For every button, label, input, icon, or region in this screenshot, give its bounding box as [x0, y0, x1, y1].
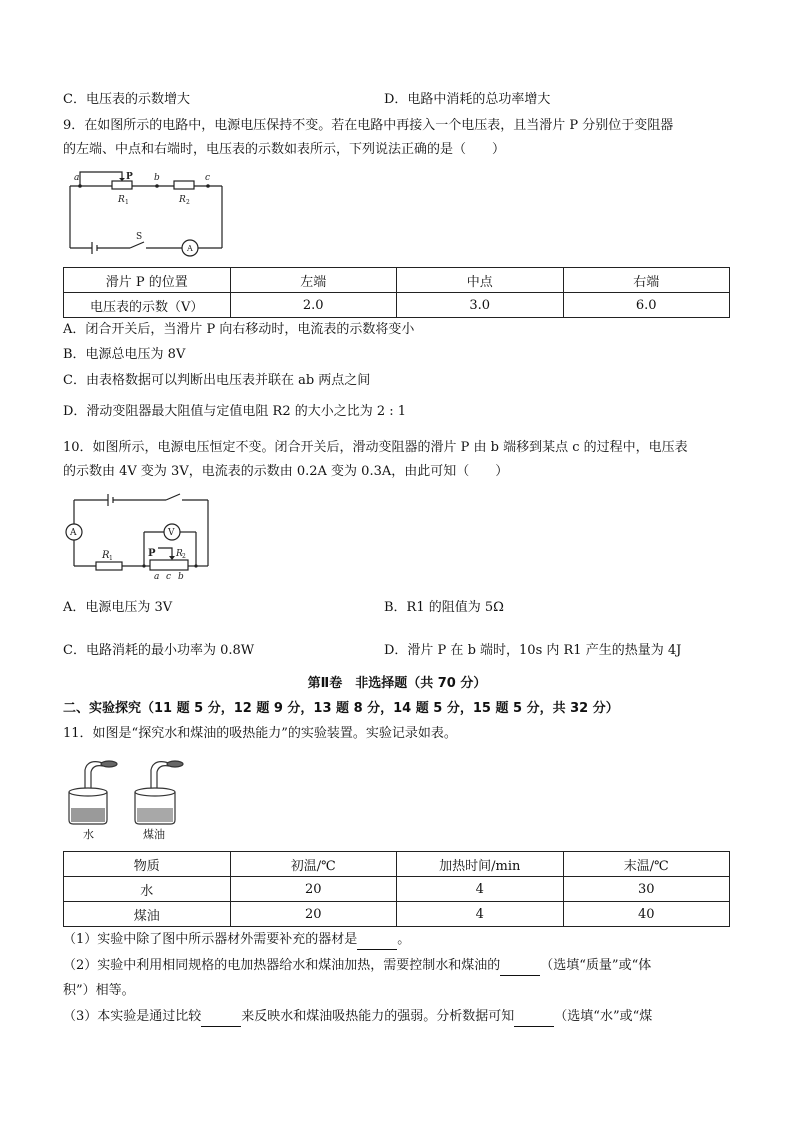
q11-part1-end: 。	[397, 932, 411, 947]
q10-label-r1-sub: 1	[109, 555, 113, 562]
q11-part3-choice: （选填“水”或“煤	[554, 1009, 653, 1024]
q9-label-r2: R	[179, 195, 186, 205]
q9-option-b: B．电源总电压为 8V	[63, 347, 186, 362]
q10-option-c: C．电路消耗的最小功率为 0.8W	[63, 643, 255, 658]
table-cell: 2.0	[230, 293, 397, 318]
q10-label-b: b	[178, 572, 184, 580]
q10-option-d: D．滑片 P 在 b 端时，10s 内 R1 产生的热量为 4J	[384, 643, 682, 658]
answer-blank[interactable]	[514, 1012, 554, 1027]
q9-label-switch: S	[136, 232, 143, 242]
table-row	[64, 852, 730, 877]
q10-circuit-diagram	[62, 490, 214, 580]
q10-stem-line1: 10．如图所示，电源电压恒定不变。闭合开关后，滑动变阻器的滑片 P 由 b 端移到某点 c 的过程中，电压表	[63, 440, 688, 455]
q11-label-kerosene: 煤油	[143, 828, 165, 841]
answer-blank[interactable]	[500, 961, 540, 976]
table-cell: 6.0	[563, 293, 730, 318]
q9-option-a: A．闭合开关后，当滑片 P 向右移动时，电流表的示数将变小	[63, 322, 415, 337]
table-cell: 右端	[563, 268, 730, 293]
answer-blank[interactable]	[357, 935, 397, 950]
table-cell: 4	[397, 902, 564, 927]
q9-ammeter-label: A	[187, 244, 193, 253]
q11-part3-mid: 来反映水和煤油吸热能力的强弱。分析数据可知	[241, 1009, 515, 1024]
q11-apparatus-figure	[63, 752, 203, 842]
q9-stem-line2: 的左端、中点和右端时，电压表的示数如表所示，下列说法正确的是（ ）	[63, 142, 506, 157]
table-row	[64, 902, 730, 927]
table-cell: 3.0	[397, 293, 564, 318]
q9-option-c: C．由表格数据可以判断出电压表并联在 ab 两点之间	[63, 373, 371, 388]
q9-stem-line1: 9．在如图所示的电路中，电源电压保持不变。若在电路中再接入一个电压表，且当滑片 P 分别位于变阻器	[63, 118, 674, 133]
table-cell: 物质	[64, 852, 231, 877]
q9-label-a: a	[74, 173, 80, 183]
table-cell: 煤油	[64, 902, 231, 927]
q9-label-p: P	[126, 172, 133, 182]
q11-part2	[63, 956, 651, 976]
table-cell: 20	[230, 877, 397, 902]
table-cell: 电压表的示数（V）	[64, 293, 231, 318]
q11-stem: 11．如图是“探究水和煤油的吸热能力”的实验装置。实验记录如表。	[63, 726, 457, 741]
q9-label-b: b	[154, 173, 160, 183]
q9-label-r1-sub: 1	[125, 199, 129, 206]
q10-label-r2-sub: 2	[182, 553, 186, 560]
q9-voltage-table	[63, 267, 730, 318]
q9-label-c: c	[205, 173, 211, 183]
table-cell: 左端	[230, 268, 397, 293]
q11-part2-cont: 积”）相等。	[63, 983, 135, 998]
q9-option-d: D．滑动变阻器最大阻值与定值电阻 R2 的大小之比为 2 : 1	[63, 404, 407, 419]
q10-option-b: B．R1 的阻值为 5Ω	[384, 600, 504, 615]
table-cell: 30	[563, 877, 730, 902]
q8-option-c: C．电压表的示数增大	[63, 92, 190, 107]
q10-label-p: P	[148, 548, 156, 559]
q9-label-r1: R	[118, 195, 125, 205]
table-cell: 水	[64, 877, 231, 902]
q10-label-r1: R	[102, 550, 110, 561]
table-cell: 加热时间/min	[397, 852, 564, 877]
table-cell: 4	[397, 877, 564, 902]
table-cell: 20	[230, 902, 397, 927]
q11-data-table	[63, 851, 730, 927]
q10-voltmeter-label: V	[168, 528, 175, 538]
q11-part2-choice: （选填“质量”或“体	[540, 958, 652, 973]
table-cell: 末温/℃	[563, 852, 730, 877]
table-cell: 滑片 P 的位置	[64, 268, 231, 293]
q10-ammeter-label: A	[70, 528, 77, 538]
section2-heading: 二、实验探究（11 题 5 分，12 题 9 分，13 题 8 分，14 题 5 分，15 题 5 分，共 32 分）	[63, 701, 619, 716]
q10-label-c: c	[166, 572, 172, 580]
q11-part1	[63, 930, 410, 950]
q11-part1-text: （1）实验中除了图中所示器材外需要补充的器材是	[63, 932, 358, 947]
table-row	[64, 268, 730, 293]
part2-title: 第Ⅱ卷 非选择题（共 70 分）	[307, 676, 487, 691]
table-row	[64, 293, 730, 318]
table-cell: 中点	[397, 268, 564, 293]
q9-label-r2-sub: 2	[186, 199, 190, 206]
q11-label-water: 水	[83, 828, 94, 841]
answer-blank[interactable]	[201, 1012, 241, 1027]
q10-option-a: A．电源电压为 3V	[63, 600, 173, 615]
q10-stem-line2: 的示数由 4V 变为 3V，电流表的示数由 0.2A 变为 0.3A，由此可知（ ）	[63, 464, 509, 479]
table-cell: 40	[563, 902, 730, 927]
q10-label-r2: R	[176, 549, 183, 559]
q8-option-d: D．电路中消耗的总功率增大	[384, 92, 551, 107]
q11-part3-text: （3）本实验是通过比较	[63, 1009, 202, 1024]
q10-label-a: a	[154, 572, 160, 580]
q9-circuit-diagram	[62, 166, 232, 258]
q11-part3	[63, 1007, 652, 1027]
table-row	[64, 877, 730, 902]
q11-part2-text: （2）实验中利用相同规格的电加热器给水和煤油加热，需要控制水和煤油的	[63, 958, 501, 973]
table-cell: 初温/℃	[230, 852, 397, 877]
